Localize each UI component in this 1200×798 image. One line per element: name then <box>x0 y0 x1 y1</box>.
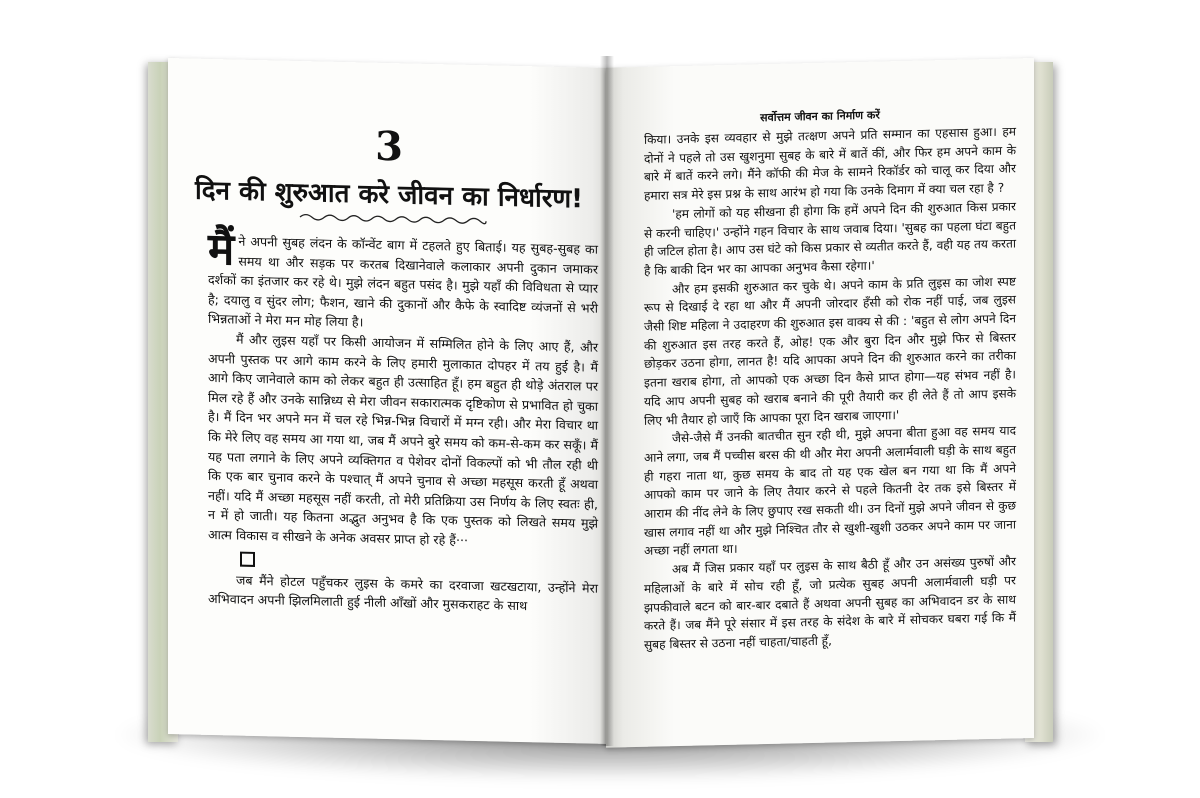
drop-cap: मैं <box>208 223 235 276</box>
right-page-text <box>644 122 1016 654</box>
paragraph-2: मैं और लुइस यहाँ पर किसी आयोजन में सम्मिलित होने के लिए आए हैं, और अपनी पुस्तक पर आगे काम करने के लिए हमारी मुलाकात दोपहर में तय हुई है। मैं आगे किए जानेवाले काम को लेकर बहुत ही उत्साहित हूँ। हम बहुत ही थोड़े अंतराल पर मिल रहे हैं और उनके सान्निध्य से मेरा जीवन सकारात्मक दृष्टिकोण से प्रभावित हो चुका है। मैं दिन भर अपने मन में चल रहे भिन्न-भिन्न विचारों में मग्न रही। और मेरा विचार था कि मेरे लिए वह समय आ गया था, जब मैं अपने बुरे समय को कम-से-कम कर सकूँ। मैं यह पता लगाने के लिए अपने व्यक्तिगत व पेशेवर दोनों विकल्पों को भी तौल रही थी कि एक बार चुनाव करने के पश्चात् मैं अपने चुनाव से अच्छा महसूस करती हूँ अथवा नहीं। यदि मैं अच्छा महसूस नहीं करती, तो मेरी प्रतिक्रिया उस निर्णय के लिए स्वतः ही, न में हो जाती। यह कितना अद्भुत अनुभव है कि एक पुस्तक को लिखते समय मुझे आत्म विकास व सीखने के अनेक अवसर प्राप्त हो रहे हैं··· <box>208 331 598 548</box>
paragraph-2: 'हम लोगों को यह सीखना ही होगा कि हमें अपने दिन की शुरुआत किस प्रकार से करनी चाहिए।' उन्होंने गहन विचार के साथ जवाब दिया। 'सुबह का पहला घंटा बहुत ही जटिल होता है। आप उस घंटे को किस प्रकार से व्यतीत करते हैं, वही यह तय करता है कि बाकी दिन भर का आपका अनुभव कैसा रहेगा।' <box>644 199 1016 278</box>
paragraph-1: किया। उनके इस व्यवहार से मुझे तत्क्षण अपने प्रति सम्मान का एहसास हुआ। हम दोनों ने पहले तो उस खुशनुमा सुबह के बारे में बातें कीं, और फिर हम अपने काम के बारे में बातें करने लगे। मैंने कॉफी की मेज के सामने रिकॉर्डर को चालू कर दिया और हमारा सत्र मेरे इस प्रश्न के साथ आरंभ हो गया कि उनके दिमाग में क्या चल रहा है ? <box>644 124 1016 203</box>
chapter-title: दिन की शुरुआत करे जीवन का निर्धारण! <box>195 175 583 215</box>
paragraph-3: और हम इसकी शुरुआत कर चुके थे। अपने काम के प्रति लुइस का जोश स्पष्ट रूप से दिखाई दे रहा था और मैं अपनी जोरदार हँसी को रोक नहीं पाई, जब लुइस जैसी शिष्ट महिला ने उदाहरण की शुरुआत इस वाक्य से की : 'बहुत से लोग अपने दिन की शुरुआत इस तरह करते हैं, ओह! एक और बुरा दिन और मुझे फिर से बिस्तर छोड़कर उठना होगा, लानत है! यदि आपका अपने दिन की शुरुआत करने का तरीका इतना खराब होगा, तो आपको एक अच्छा दिन कैसे प्राप्त होगा—यह संभव नहीं है। यदि आप अपनी सुबह को खराब बनाने की पूरी तैयारी कर ही लेते हैं तो आप इसके लिए भी तैयार हो जाएँ कि आपका पूरा दिन खराब जाएगा।' <box>644 274 1016 428</box>
left-page <box>168 58 610 744</box>
paragraph-4: जैसे-जैसे मैं उनकी बातचीत सुन रही थी, मुझे अपना बीता हुआ वह समय याद आने लगा, जब मैं पच्चीस बरस की थी और मेरा अपनी अलार्मवाली घड़ी के साथ बहुत ही गहरा नाता था, कुछ समय के बाद तो यह एक खेल बन गया था कि मैं अपने आपको काम पर जाने के लिए तैयार करने से पहले कितनी देर तक इसे बिस्तर में आराम की नींद लेने के लिए छुपाए रख सकती थी। उन दिनों मुझे अपने जीवन से कुछ खास लगाव नहीं था और मुझे निश्चित तौर से खुशी-खुशी उठकर अपने काम पर जाना अच्छा नहीं लगता था। <box>644 423 1016 559</box>
paragraph-3: जब मैंने होटल पहुँचकर लुइस के कमरे का दरवाजा खटखटाया, उन्होंने मेरा अभिवादन अपनी झिलमिलाती हुई नीली आँखों और मुसकराहट के साथ <box>208 572 598 614</box>
running-head: सर्वोत्तम जीवन का निर्माण करें <box>760 108 880 125</box>
paragraph-1: मैंने अपनी सुबह लंदन के कॉन्वेंट बाग में टहलते हुए बिताई। यह सुबह-सुबह का समय था और सड़क पर करतब दिखानेवाले कलाकार अपनी दुकान जमाकर दर्शकों का इंतजार कर रहे थे। मुझे लंदन बहुत पसंद है। मुझे यहाँ की विविधता से प्यार है; दयालु व सुंदर लोग; फैशन, खाने की दुकानों और कैफे के स्वादिष्ट व्यंजनों से भरी भिन्नताओं ने मेरा मन मोह लिया है। <box>208 223 598 330</box>
paragraph-5: अब मैं जिस प्रकार यहाँ पर लुइस के साथ बैठी हूँ और उन असंख्य पुरुषों और महिलाओं के बारे में सोच रही हूँ, जो प्रत्येक सुबह अपनी अलार्मवाली घड़ी पर झपकीवाले बटन को बार-बार दबाते हैं अथवा अपनी सुबह का अभिवादन डर के साथ करते हैं। जब मैंने पूरे संसार में इस तरह के संदेश के बारे में सोचकर घबरा गई कि मैं सुबह बिस्तर से उठना नहीं चाहता/चाहती हूँ, <box>644 554 1016 652</box>
chapter-number: 3 <box>375 122 403 171</box>
left-page-text <box>208 223 598 618</box>
title-ornament <box>298 211 488 227</box>
section-break-square <box>240 551 255 566</box>
right-page <box>606 58 1034 748</box>
book-spine <box>600 56 614 746</box>
